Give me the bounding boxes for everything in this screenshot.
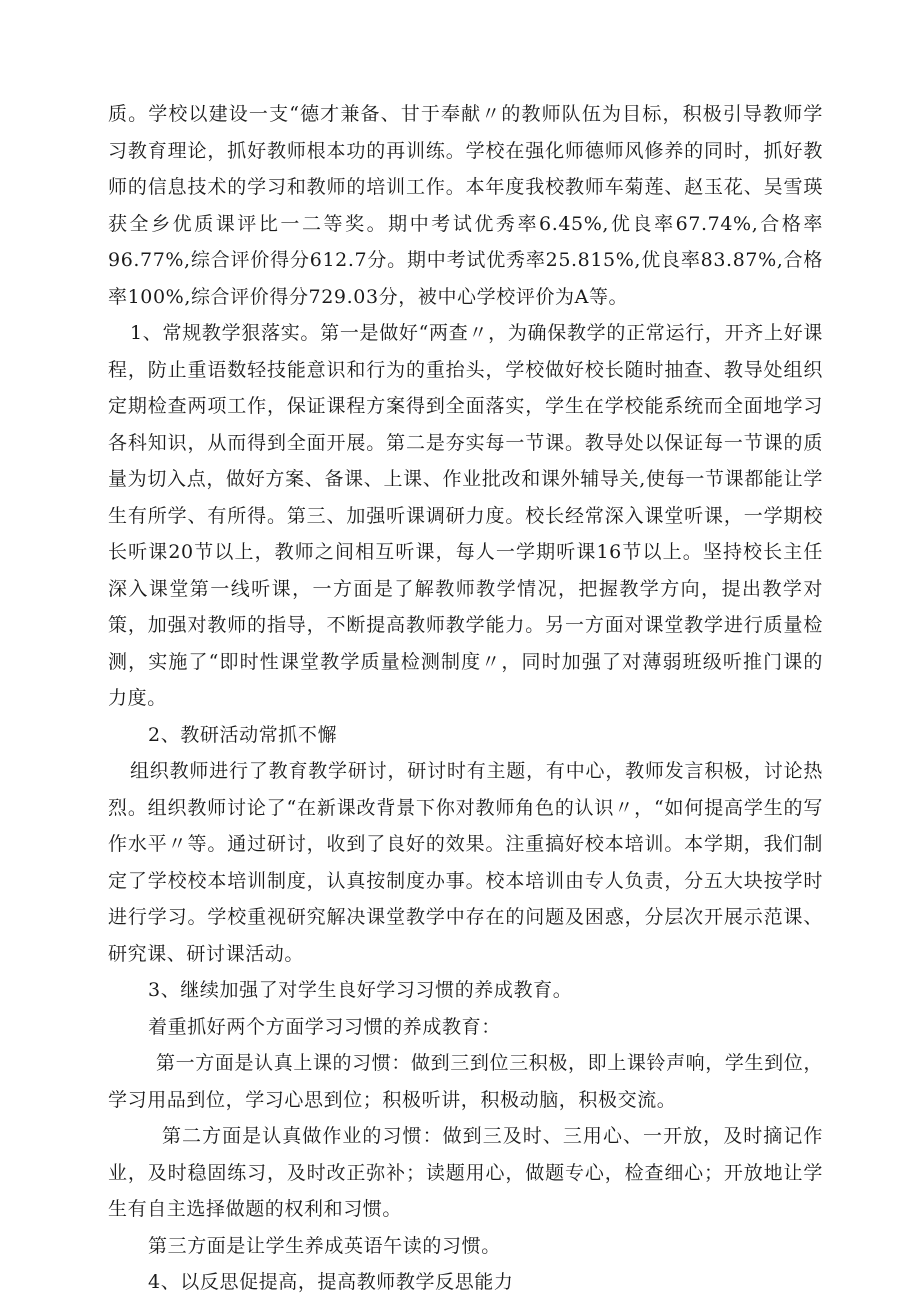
heading-teaching-research: 2、教研活动常抓不懈 bbox=[148, 723, 338, 746]
paragraph-routine-teaching: 1、常规教学狠落实。第一是做好“两查〃，为确保教学的正常运行，开齐上好课程，防止重语数轻技能意识和行为的重抬头，学校做好校长随时抽查、教导处组织定期检查两项工作，保证课程方案得到全面落实，学生在学校能系统而全面地学习各科知识，从而得到全面开展。第二是夯实每一节课。教导处以保证每一节课的质量为切入点，做好方案、备课、上课、作业批改和课外辅导关,使每一节课都能让学生有所学、有所得。第三、加强听课调研力度。校长经常深入课堂听课，一学期校长听课20节以上，教师之间相互听课，每人一学期听课16节以上。坚持校长主任深入课堂第一线听课，一方面是了解教师教学情况，把握教学方向，提出教学对策，加强对教师的指导，不断提高教师教学能力。另一方面对课堂教学进行质量检测，实施了“即时性课堂教学质量检测制度〃，同时加强了对薄弱班级听推门课的力度。 bbox=[108, 322, 823, 709]
document-page bbox=[108, 96, 823, 1301]
paragraph-teacher-quality: 质。学校以建设一支“德才兼备、甘于奉献〃的教师队伍为目标，积极引导教师学习教育理论，抓好教师根本功的再训练。学校在强化师德师风修养的同时，抓好教师的信息技术的学习和教师的培训工作。本年度我校教师车菊莲、赵玉花、吴雪瑛获全乡优质课评比一二等奖。期中考试优秀率6.45%,优良率67.74%,合格率96.77%,综合评价得分612.7分。期中考试优秀率25.815%,优良率83.87%,合格率100%,综合评价得分729.03分，被中心学校评价为A等。 bbox=[108, 103, 823, 308]
paragraph-class-habit: 第一方面是认真上课的习惯：做到三到位三积极，即上课铃声响，学生到位，学习用品到位，学习心思到位；积极听讲，积极动脑，积极交流。 bbox=[108, 1052, 823, 1111]
heading-study-habits: 3、继续加强了对学生良好学习习惯的养成教育。 bbox=[148, 979, 573, 1001]
paragraph-homework-habit: 第二方面是认真做作业的习惯：做到三及时、三用心、一开放，及时摘记作业，及时稳固练习，及时改正弥补；读题用心，做题专心，检查细心；开放地让学生有自主选择做题的权利和习惯。 bbox=[108, 1125, 823, 1220]
paragraph-teaching-research: 组织教师进行了教育教学研讨，研讨时有主题，有中心，教师发言积极，讨论热烈。组织教师讨论了“在新课改背景下你对教师角色的认识〃，“如何提高学生的写作水平〃等。通过研讨，收到了良好的效果。注重搞好校本培训。本学期，我们制定了学校校本培训制度，认真按制度办事。校本培训由专人负责，分五大块按学时进行学习。学校重视研究解决课堂教学中存在的问题及困惑，分层次开展示范课、研究课、研讨课活动。 bbox=[108, 760, 823, 965]
paragraph-habits-intro: 着重抓好两个方面学习习惯的养成教育： bbox=[148, 1015, 501, 1038]
paragraph-english-reading: 第三方面是让学生养成英语午读的习惯。 bbox=[148, 1234, 501, 1257]
heading-reflection: 4、以反思促提高，提高教师教学反思能力 bbox=[148, 1271, 514, 1293]
